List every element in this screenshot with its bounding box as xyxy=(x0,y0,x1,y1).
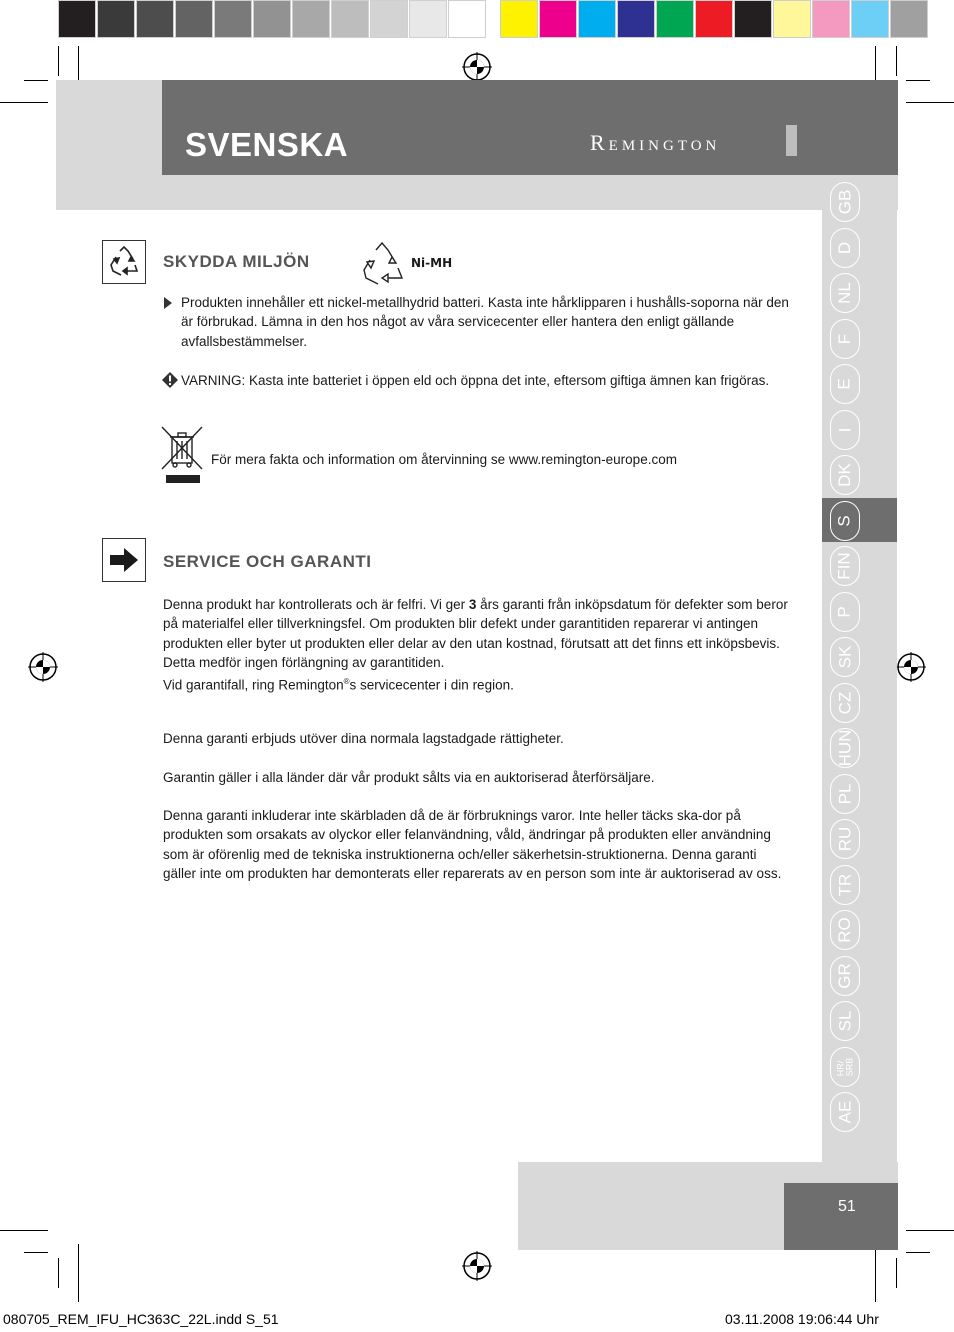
color-swatch xyxy=(331,0,369,38)
crop-mark xyxy=(0,102,48,103)
language-tab-label: HR/ SRB xyxy=(834,1057,854,1076)
color-swatch xyxy=(370,0,408,38)
language-tab-label: SL xyxy=(834,1010,854,1032)
crop-mark xyxy=(58,46,59,76)
warranty-text: års garanti från inköpsdatum för defekter som beror på materialfel eller tillverkningsfel. Om produkten blir defekt under garantitiden reparerar vi antingen produkten eller byter ut produkten eller delar av den utan kostnad, förutsatt att det finns ett inköpsbevis. Detta medför ingen förlängning av garantitiden. xyxy=(163,597,788,670)
brand-logo: Remington xyxy=(590,130,721,155)
color-calibration-bar xyxy=(58,0,929,38)
recycle-icon-box xyxy=(102,240,146,284)
color-swatch xyxy=(578,0,616,38)
warranty-paragraph-3: Garantin gäller i alla länder där vår produkt sålts via en auktoriserad återförsäljare. xyxy=(163,770,655,785)
crop-mark xyxy=(0,1230,48,1231)
language-tab-i[interactable] xyxy=(830,410,860,450)
color-swatch xyxy=(214,0,252,38)
arrow-right-icon xyxy=(108,546,140,574)
language-tab-p[interactable] xyxy=(830,592,860,632)
section-heading-service: SERVICE OCH GARANTI xyxy=(163,552,372,571)
language-tab-label: RO xyxy=(835,917,854,943)
arrow-icon-box xyxy=(102,538,146,582)
warranty-paragraph-1 xyxy=(163,595,793,695)
warranty-text: Vid garantifall, ring Remington xyxy=(163,677,344,693)
section-heading-environment: SKYDDA MILJÖN xyxy=(163,252,310,271)
color-swatch xyxy=(656,0,694,38)
language-tab-label: HUN xyxy=(835,729,854,767)
color-swatch xyxy=(812,0,850,38)
color-swatch xyxy=(617,0,655,38)
color-swatch xyxy=(292,0,330,38)
language-tab-cz[interactable] xyxy=(830,683,860,723)
language-tab-label: RU xyxy=(835,826,854,852)
language-tab-label: NL xyxy=(834,282,854,304)
crop-mark xyxy=(896,1258,897,1288)
language-tab-hrsrb[interactable] xyxy=(830,1047,860,1087)
language-tab-label: FIN xyxy=(834,552,854,580)
language-tab-tr[interactable] xyxy=(830,865,860,905)
crop-mark xyxy=(896,46,897,76)
page-title: SVENSKA xyxy=(185,126,349,163)
language-tab-label: GR xyxy=(835,962,854,989)
color-swatch xyxy=(58,0,96,38)
language-tab-e[interactable] xyxy=(830,364,860,404)
color-swatch xyxy=(253,0,291,38)
language-tab-label: GB xyxy=(835,189,854,215)
crop-mark xyxy=(906,1230,954,1231)
registered-mark: ® xyxy=(343,677,350,687)
language-tab-gb[interactable] xyxy=(830,182,860,222)
crop-mark xyxy=(78,1244,79,1302)
color-swatch xyxy=(500,0,538,38)
language-tab-dk[interactable] xyxy=(830,455,860,495)
language-tab-label: S xyxy=(835,514,854,527)
language-tab-sk[interactable] xyxy=(830,637,860,677)
color-swatch xyxy=(890,0,928,38)
color-swatch xyxy=(409,0,447,38)
language-tab-s[interactable] xyxy=(830,501,860,541)
registration-mark-icon xyxy=(896,652,926,682)
crop-mark xyxy=(875,1244,876,1302)
warranty-paragraph-2: Denna garanti erbjuds utöver dina normala lagstadgade rättigheter. xyxy=(163,731,564,746)
warning-icon xyxy=(162,372,178,388)
color-swatch xyxy=(175,0,213,38)
color-swatch xyxy=(136,0,174,38)
warranty-text: Denna produkt har kontrollerats och är felfri. Vi ger xyxy=(163,597,469,612)
recycling-info-text: För mera fakta och information om återvinning se www.remington-europe.com xyxy=(211,452,677,467)
crop-mark xyxy=(58,1258,59,1288)
color-swatch xyxy=(448,0,486,38)
language-tab-gr[interactable] xyxy=(830,956,860,996)
language-tab-label: PL xyxy=(834,783,854,804)
page-number: 51 xyxy=(838,1198,856,1215)
language-tab-ro[interactable] xyxy=(830,910,860,950)
warranty-paragraph-4: Denna garanti inkluderar inte skärbladen då de är förbruknings varor. Inte heller täcks ska-dor på produkten som orsakats av olyckor eller felanvändning, våld, ändringar på produkten eller användning som är oförenlig med de tekniska instruktionerna och/eller säkerhetsin-struktionerna. Denna garanti gäller inte om produkten har demonterats eller reparerats av en person som inte är auktoriserad av oss. xyxy=(163,808,782,881)
color-swatch xyxy=(851,0,889,38)
language-tab-f[interactable] xyxy=(830,319,860,359)
language-tab-fin[interactable] xyxy=(830,546,860,586)
crop-mark xyxy=(906,1252,930,1253)
battery-recycle-icon xyxy=(358,240,410,288)
language-tab-hun[interactable] xyxy=(830,728,860,768)
language-tab-nl[interactable] xyxy=(830,273,860,313)
language-tab-label: F xyxy=(834,333,854,344)
language-tab-label: SK xyxy=(835,645,854,669)
language-tab-sl[interactable] xyxy=(830,1001,860,1041)
warning-text: VARNING: Kasta inte batteriet i öppen eld och öppna det inte, eftersom giftiga ämnen kan frigöras. xyxy=(181,373,770,388)
language-tab-pl[interactable] xyxy=(830,774,860,814)
crop-mark xyxy=(906,102,954,103)
language-tab-label: D xyxy=(835,241,854,254)
language-tab-label: DK xyxy=(835,463,854,487)
battery-type-label: Ni-MH xyxy=(411,256,453,270)
environment-bullet-text: Produkten innehåller ett nickel-metallhydrid batteri. Kasta inte hårklipparen i hushålls-soporna när den är förbrukad. Lämna in den hos något av våra servicecenter eller hantera den enligt gällande avfallsbestämmelser. xyxy=(181,295,789,349)
language-tab-label: I xyxy=(834,427,854,432)
language-tab-label: AE xyxy=(835,1100,854,1124)
language-tab-d[interactable] xyxy=(830,228,860,268)
crossed-out-bin-icon xyxy=(160,425,204,485)
language-tab-ru[interactable] xyxy=(830,819,860,859)
color-swatch xyxy=(734,0,772,38)
warranty-text: s servicecenter i din region. xyxy=(349,677,514,693)
language-tab-label: TR xyxy=(834,873,854,896)
recycle-icon xyxy=(107,245,141,279)
registration-mark-icon xyxy=(462,52,492,82)
page-number-box xyxy=(784,1183,898,1250)
brand-accent-bar xyxy=(786,125,797,156)
registration-mark-icon xyxy=(462,1251,492,1281)
language-tab-ae[interactable] xyxy=(830,1092,860,1132)
color-swatch xyxy=(97,0,135,38)
registration-mark-icon xyxy=(28,652,58,682)
color-swatch xyxy=(773,0,811,38)
file-slug: 080705_REM_IFU_HC363C_22L.indd S_51 xyxy=(3,1311,279,1327)
crop-mark xyxy=(906,80,930,81)
color-swatch xyxy=(539,0,577,38)
language-tab-label: P xyxy=(835,605,854,618)
warranty-years: 3 xyxy=(468,597,477,612)
language-tab-label: CZ xyxy=(834,691,854,714)
bullet-arrow-icon xyxy=(163,296,173,310)
color-swatch xyxy=(695,0,733,38)
crop-mark xyxy=(24,80,48,81)
crop-mark xyxy=(24,1252,48,1253)
language-tab-label: E xyxy=(835,378,854,390)
timestamp-slug: 03.11.2008 19:06:44 Uhr xyxy=(725,1311,879,1327)
